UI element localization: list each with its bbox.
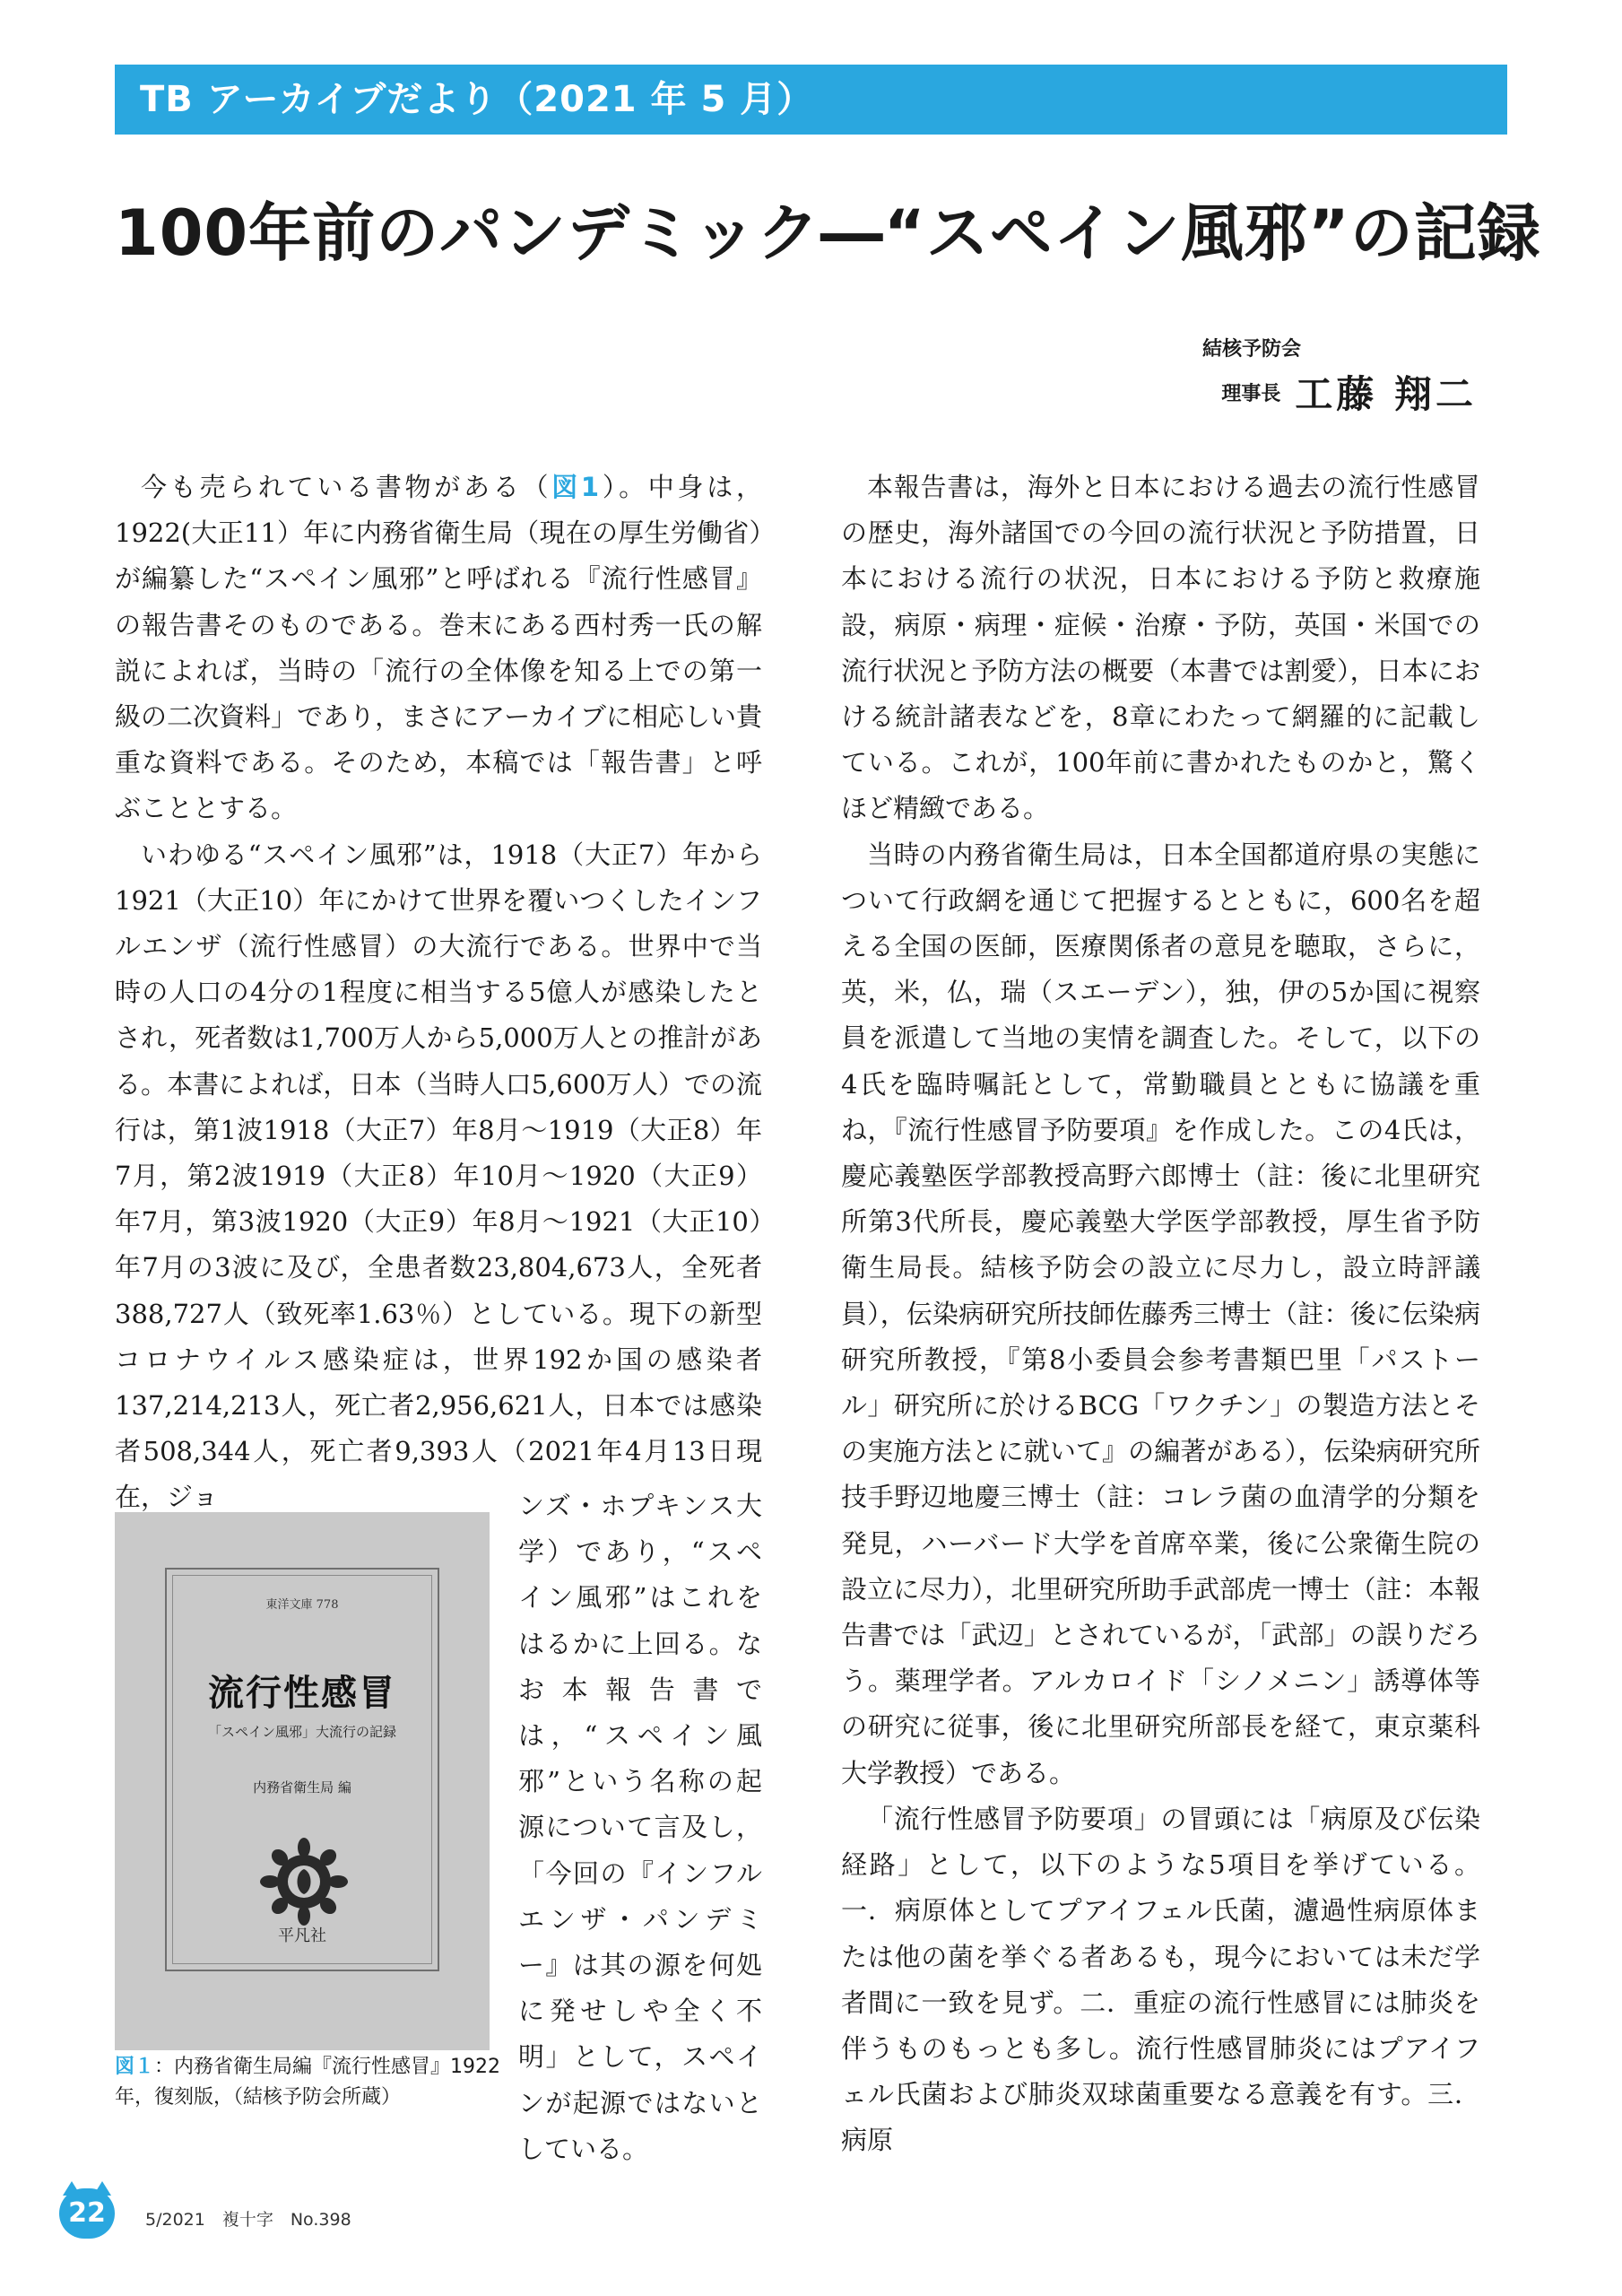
- book-title: 流行性感冒: [208, 1672, 396, 1714]
- author-name: 工藤 翔二: [1295, 372, 1477, 416]
- paragraph: [115, 465, 762, 832]
- book-emblem-icon: [259, 1837, 349, 1926]
- caption-text: ：内務省衛生局編『流行性感冒』1922 年，復刻版，（結核予防会所蔵）: [115, 2056, 501, 2109]
- author-organization: 結核予防会: [1201, 338, 1301, 361]
- page-number: 22: [59, 2188, 115, 2239]
- book-series-label: 東洋文庫 778: [265, 1598, 339, 1612]
- book-cover: [165, 1568, 439, 1971]
- book-subtitle: 「スペイン風邪」大流行の記録: [207, 1724, 396, 1740]
- left-column: [115, 465, 762, 1521]
- book-publisher: 平凡社: [278, 1926, 326, 1945]
- paragraph: 「流行性感冒予防要項」の冒頭には「病原及び伝染経路」として，以下のような5項目を挙げている。一．病原体としてプアイフェル氏菌，濾過性病原体または他の菌を挙ぐる者あるも，現今においては未だ学者間に一致を見ず。二．重症の流行性感冒には肺炎を伴うものもっとも多し。流行性感冒肺炎にはプアイフェル氏菌および肺炎双球菌重要なる意義を有す。三．病原: [841, 1803, 1480, 2156]
- narrow-column: [518, 1483, 762, 2172]
- right-column: [841, 465, 1480, 2164]
- author-affiliation: [1202, 334, 1477, 419]
- paragraph-text: 今も売られている書物がある（: [141, 472, 552, 502]
- author-line: [1202, 365, 1477, 419]
- paragraph: 本報告書は，海外と日本における過去の流行性感冒の歴史，海外諸国での今回の流行状況と予防措置，日本における流行の状況，日本における予防と救療施設，病原・病理・症候・治療・予防，英国・米国での流行状況と予防方法の概要（本書では割愛），日本における統計諸表などを，8章にわたって網羅的に記載している。これが，100年前に書かれたものかと，驚くほど精緻である。: [841, 472, 1480, 824]
- article-title: 100年前のパンデミック―“スペイン風邪”の記録: [115, 196, 1541, 270]
- book-editor: 内務省衛生局 編: [253, 1779, 351, 1796]
- paragraph-continuation: ンズ・ホプキンス大学）であり，“スペイン風邪”はこれをはるかに上回る。なお本報告書では，“スペイン風邪”という名称の起源について言及し，「今回の『インフルエンザ・パンデミー』は其の源を何処に発せしや全く不明」として，スペインが起源ではないとしている。: [518, 1491, 762, 2164]
- figure-book-cover: [115, 1512, 490, 2050]
- issue-info: 5/2021 複十字 No.398: [145, 2210, 351, 2230]
- figure-reference-link[interactable]: 図1: [551, 472, 600, 502]
- paragraph-text: ）。中身は，1922(大正11）年に内務省衛生局（現在の厚生労働省）が編纂した“スペイン風邪”と呼ばれる『流行性感冒』の報告書そのものである。巻末にある西村秀一氏の解説によれば，当時の「流行の全体像を知る上での第一級の二次資料」であり，まさにアーカイブに相応しい貴重な資料である。そのため，本稿では「報告書」と呼ぶこととする。: [115, 472, 762, 824]
- caption-label: 図１: [115, 2056, 155, 2078]
- paragraph: いわゆる“スペイン風邪”は，1918（大正7）年から1921（大正10）年にかけて世界を覆いつくしたインフルエンザ（流行性感冒）の大流行である。世界中で当時の人口の4分の1程度に相当する5億人が感染したとされ，死者数は1,700万人から5,000万人との推計がある。本書によれば，日本（当時人口5,600万人）での流行は，第1波1918（大正7）年8月～1919（大正8）年7月，第2波1919（大正8）年10月～1920（大正9）年7月，第3波1920（大正9）年8月～1921（大正10）年7月の3波に及び，全患者数23,804,673人，全死者388,727人（致死率1.63％）としている。現下の新型コロナウイルス感染症は，世界192か国の感染者137,214,213人，死亡者2,956,621人，日本では感染者508,344人，死亡者9,393人（2021年4月13日現在，ジョ: [115, 839, 762, 1513]
- author-role: 理事長: [1221, 382, 1281, 405]
- figure-caption: [115, 2052, 509, 2113]
- section-banner: TB アーカイブだより（2021 年 5 月）: [115, 65, 1507, 135]
- paragraph: 当時の内務省衛生局は，日本全国都道府県の実態について行政網を通じて把握するとともに，600名を超える全国の医師，医療関係者の意見を聴取，さらに，英，米，仏，瑞（スエーデン），独，伊の5か国に視察員を派遣して当地の実情を調査した。そして，以下の4氏を臨時嘱託として，常勤職員とともに協議を重ね，『流行性感冒予防要項』を作成した。この4氏は，慶応義塾医学部教授高野六郎博士（註：後に北里研究所第3代所長，慶応義塾大学医学部教授，厚生省予防衛生局長。結核予防会の設立に尽力し，設立時評議員），伝染病研究所技師佐藤秀三博士（註：後に伝染病研究所教授，『第8小委員会参考書類巴里「パストール」研究所に於けるBCG「ワクチン」の製造方法とその実施方法とに就いて』の編著がある），伝染病研究所技手野辺地慶三博士（註：コレラ菌の血清学的分類を発見，ハーバード大学を首席卒業，後に公衆衛生院の設立に尽力），北里研究所助手武部虎一博士（註：本報告書では「武辺」とされているが，「武部」の誤りだろう。薬理学者。アルカロイド「シノメニン」誘導体等の研究に従事，後に北里研究所部長を経て，東京薬科大学教授）である。: [841, 839, 1480, 1788]
